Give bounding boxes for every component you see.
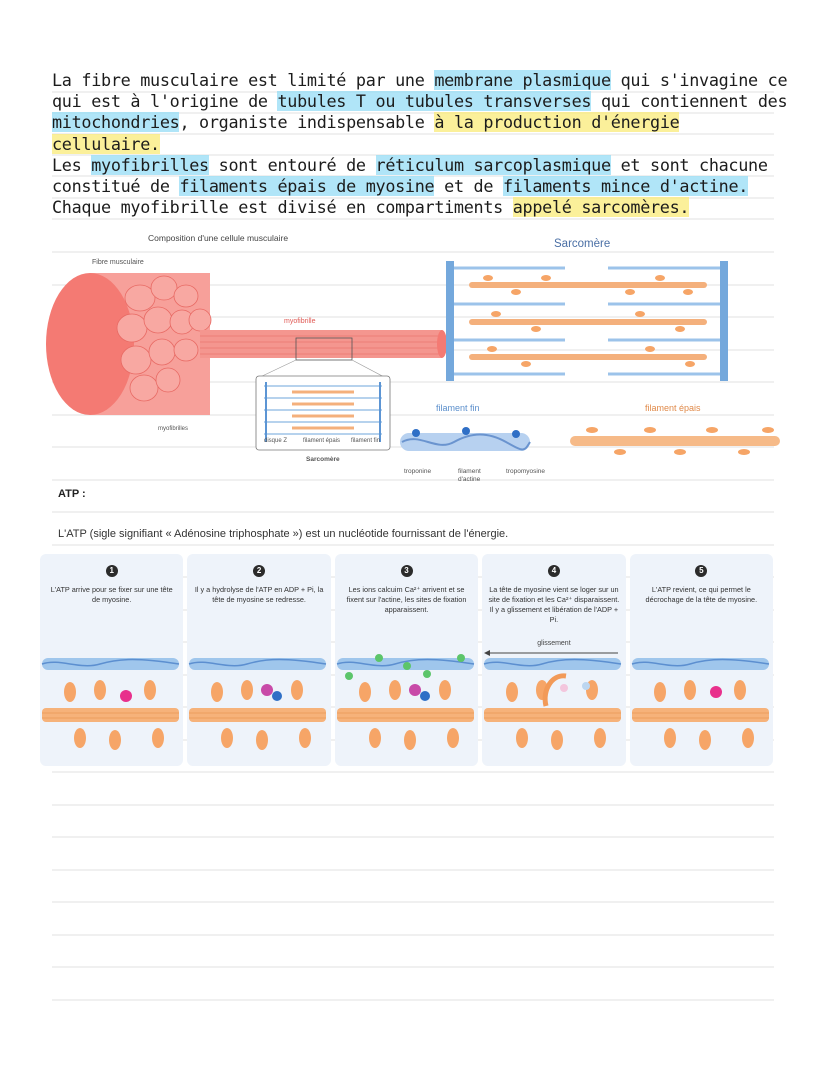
note-text: qui s'invagine ce qui est à l'origine de	[52, 70, 788, 112]
step-number: 4	[548, 565, 560, 577]
highlight-myofibrilles: myofibrilles	[91, 154, 209, 175]
sarcomere-thick-filaments	[472, 285, 704, 357]
step-text: La tête de myosine vient se loger sur un site de fixation et les Ca²⁺ disparaissent. Il y a glissement et libération de l'ADP + Pi.	[488, 585, 620, 624]
atp-step-4	[482, 554, 625, 766]
glissement-label: glissement	[537, 640, 571, 647]
step-text: L'ATP revient, ce qui permet le décrochage de la tête de myosine.	[645, 585, 758, 604]
label-filament-fin-small: filament fin	[351, 438, 381, 444]
note-text: et de	[434, 176, 503, 197]
highlight-mitochondries: mitochondries	[52, 112, 180, 133]
note-paragraph-2	[52, 155, 792, 197]
step-number: 2	[253, 565, 265, 577]
highlight-myosine: filaments épais de myosine	[179, 176, 435, 197]
highlight-energie: à la production d'énergie cellulaire.	[52, 112, 680, 154]
note-text: Chaque myofibrille est divisé en compartiments	[52, 197, 513, 218]
highlight-actine: filaments mince d'actine.	[502, 176, 749, 197]
note-text: , organiste indispensable	[179, 112, 435, 133]
label-filament-actine-2: d'actine	[458, 476, 481, 483]
step-text: Il y a hydrolyse de l'ATP en ADP + Pi, la tête de myosine se redresse.	[194, 585, 324, 604]
atp-heading: ATP :	[58, 488, 86, 500]
atp-definition: L'ATP (sigle signifiant « Adénosine triphosphate ») est un nucléotide fournissant de l'énergie.	[58, 528, 509, 540]
label-sarcomere-small: Sarcomère	[306, 456, 340, 463]
muscle-illustration	[40, 228, 785, 490]
z-disc-left	[446, 261, 454, 381]
label-tropomyosine: tropomyosine	[506, 468, 546, 475]
step-illustration	[630, 650, 771, 760]
label-filament-actine-1: filament	[458, 468, 481, 475]
note-text: Les	[52, 154, 92, 175]
muscle-cell-figure	[40, 228, 785, 490]
label-filament-fin: filament fin	[436, 403, 480, 413]
note-text: et sont chacune constitué de	[52, 154, 768, 197]
step-illustration	[335, 650, 476, 760]
step-number: 3	[401, 565, 413, 577]
highlight-sarcomeres: appelé sarcomères.	[512, 197, 690, 218]
highlight-tubules: tubules T ou tubules transverses	[277, 91, 592, 112]
step-illustration	[482, 650, 623, 760]
step-text: Les ions calcuim Ca²⁺ arrivent et se fixent sur l'actine, les sites de fixation apparaissent.	[346, 585, 467, 614]
note-text: qui contiennent des	[591, 91, 788, 112]
figure-title: Composition d'une cellule musculaire	[148, 233, 289, 243]
step-number: 5	[695, 565, 707, 577]
atp-step-5	[630, 554, 773, 766]
highlight-membrane: membrane plasmique	[434, 70, 611, 90]
label-fibre: Fibre musculaire	[92, 259, 144, 266]
label-troponine: troponine	[404, 468, 432, 475]
highlight-reticulum: réticulum sarcoplasmique	[375, 154, 611, 175]
atp-step-3	[335, 554, 478, 766]
label-disque-z: disque Z	[264, 438, 288, 444]
myofibril-end	[437, 330, 447, 358]
label-sarcomere-title: Sarcomère	[554, 238, 611, 250]
step-illustration	[40, 650, 181, 760]
fibre-end	[46, 273, 134, 415]
thin-filament-detail	[400, 433, 530, 451]
note-text: sont entouré de	[208, 154, 376, 175]
label-myofibrilles: myofibrilles	[158, 426, 189, 432]
step-illustration	[187, 650, 328, 760]
step-text: L'ATP arrive pour se fixer sur une tête de myosine.	[50, 585, 173, 604]
note-paragraph-3	[52, 197, 792, 218]
thick-filament-detail	[570, 436, 780, 446]
label-myofibrille: myofibrille	[284, 318, 316, 325]
atp-step-1	[40, 554, 183, 766]
note-paragraph-1	[52, 70, 792, 155]
z-disc-right	[720, 261, 728, 381]
label-filament-epais-small: filament épais	[303, 438, 341, 444]
atp-cycle-steps	[40, 554, 773, 766]
note-text: La fibre musculaire est limité par une	[52, 70, 435, 90]
step-number: 1	[106, 565, 118, 577]
label-filament-epais: filament épais	[645, 403, 701, 413]
atp-step-2	[187, 554, 330, 766]
handwritten-notes	[52, 70, 792, 218]
